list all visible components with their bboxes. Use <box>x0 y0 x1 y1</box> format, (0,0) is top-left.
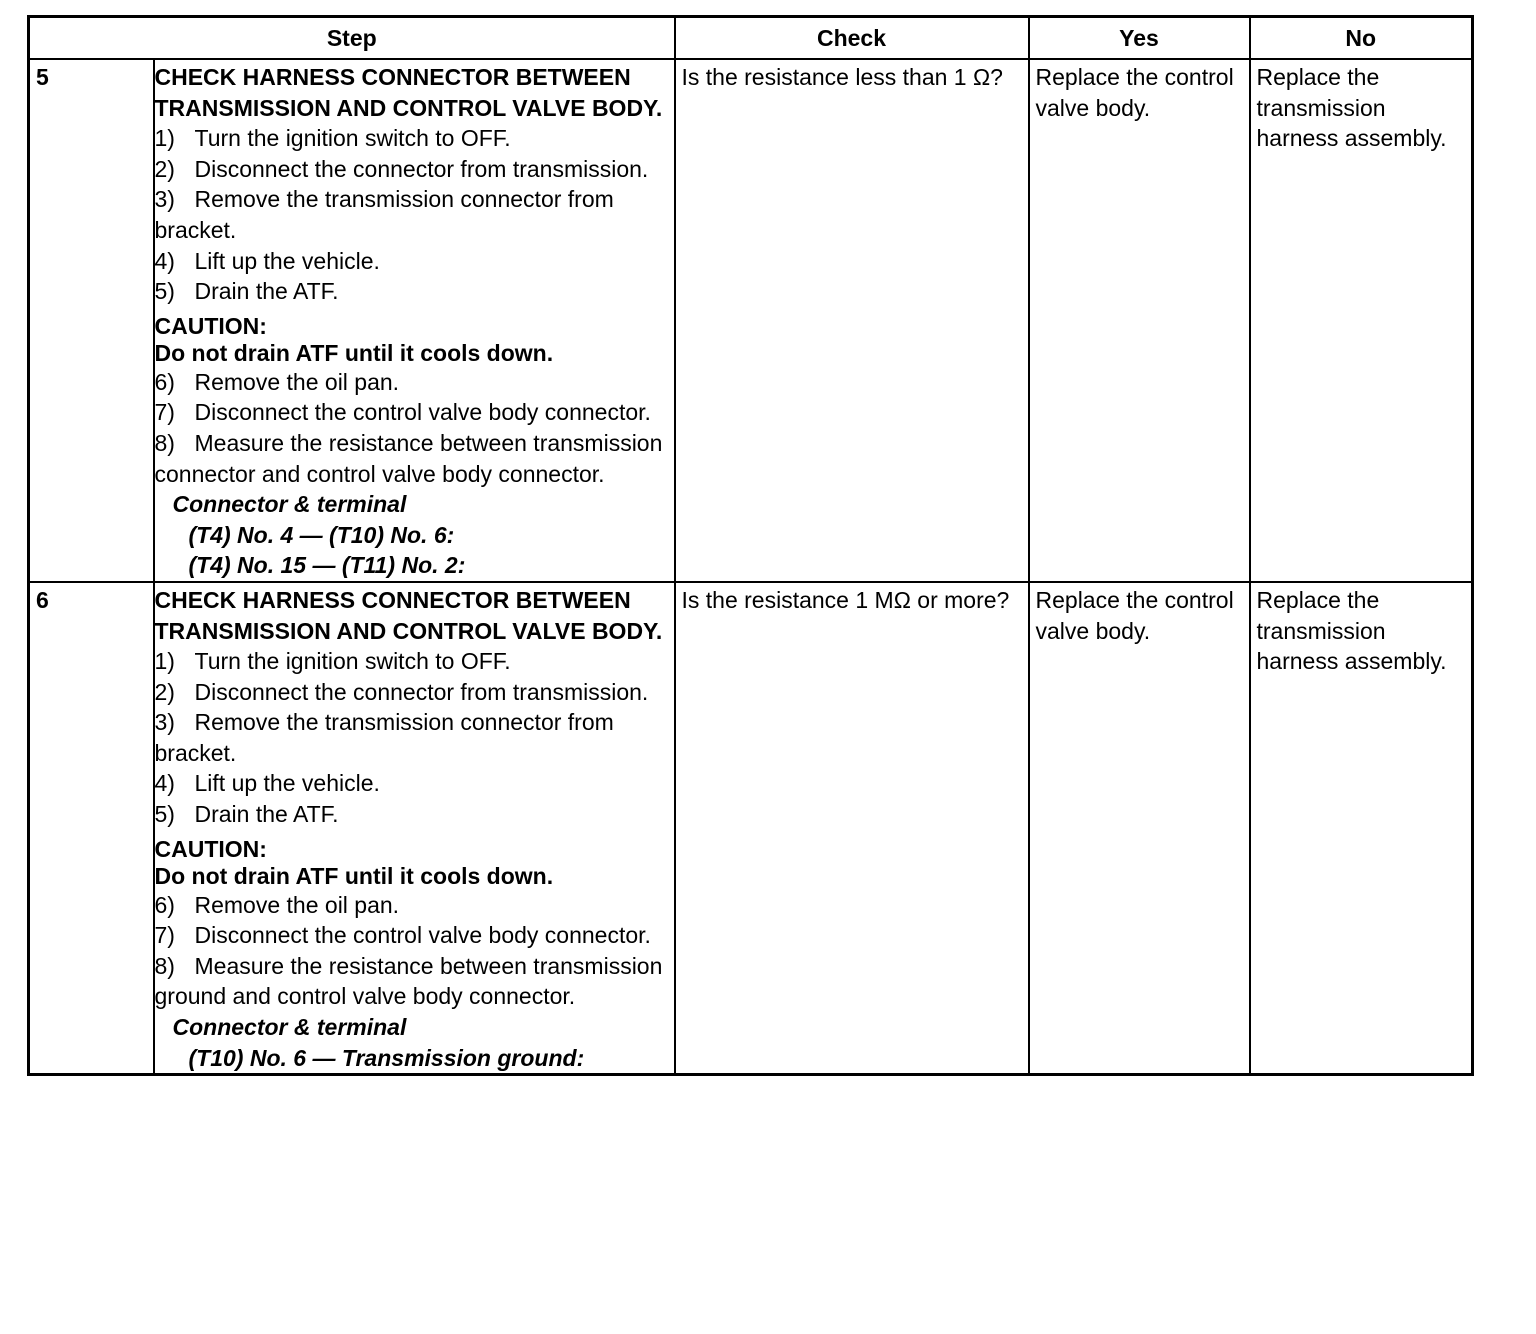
list-item: 2) Disconnect the connector from transmission. <box>154 678 649 705</box>
list-item: 8) Measure the resistance between transmission ground and control valve body connector. <box>154 952 663 1010</box>
list-item: 3) Remove the transmission connector from bracket. <box>154 186 614 243</box>
table-row <box>29 59 1473 582</box>
list-item: 8) Measure the resistance between transmission connector and control valve body connector. <box>154 429 663 487</box>
caution-label: CAUTION: <box>154 312 267 339</box>
step-title: CHECK HARNESS CONNECTOR BETWEEN TRANSMISSION AND CONTROL VALVE BODY. <box>154 586 663 644</box>
connector-heading: Connector & terminal <box>172 1014 407 1041</box>
connector-line: (T4) No. 4 — (T10) No. 6: <box>188 521 455 548</box>
list-item: 3) Remove the transmission connector from bracket. <box>154 709 614 766</box>
header-check: Check <box>675 17 1029 60</box>
step-number: 6 <box>29 582 154 1075</box>
list-item: 5) Drain the ATF. <box>154 278 339 305</box>
list-item: 2) Disconnect the connector from transmission. <box>154 155 649 182</box>
check-cell: Is the resistance 1 MΩ or more? <box>675 582 1029 1075</box>
list-item: 6) Remove the oil pan. <box>154 891 400 918</box>
caution-block <box>155 313 666 367</box>
connector-heading: Connector & terminal <box>172 491 407 518</box>
table-row <box>29 582 1473 1075</box>
diagnostic-table <box>27 15 1474 1076</box>
list-item: 7) Disconnect the control valve body connector. <box>154 399 651 426</box>
header-step: Step <box>29 17 675 60</box>
yes-cell: Replace the control valve body. <box>1029 59 1250 582</box>
list-item: 5) Drain the ATF. <box>154 801 339 828</box>
list-item: 1) Turn the ignition switch to OFF. <box>154 125 511 152</box>
connector-line: (T10) No. 6 — Transmission ground: <box>188 1044 585 1071</box>
no-cell: Replace the transmission harness assembly. <box>1250 582 1473 1075</box>
step-number: 5 <box>29 59 154 582</box>
list-item: 4) Lift up the vehicle. <box>154 770 380 797</box>
list-item: 7) Disconnect the control valve body connector. <box>154 922 651 949</box>
caution-text: Do not drain ATF until it cools down. <box>154 339 554 366</box>
caution-text: Do not drain ATF until it cools down. <box>154 862 554 889</box>
list-item: 6) Remove the oil pan. <box>154 368 400 395</box>
check-cell: Is the resistance less than 1 Ω? <box>675 59 1029 582</box>
step-description <box>154 582 675 1075</box>
list-item: 1) Turn the ignition switch to OFF. <box>154 648 511 675</box>
caution-label: CAUTION: <box>154 835 267 862</box>
connector-line: (T4) No. 15 — (T11) No. 2: <box>188 552 466 579</box>
step-title: CHECK HARNESS CONNECTOR BETWEEN TRANSMISSION AND CONTROL VALVE BODY. <box>154 64 663 121</box>
list-item: 4) Lift up the vehicle. <box>154 247 380 274</box>
yes-cell: Replace the control valve body. <box>1029 582 1250 1075</box>
step-description <box>154 59 675 582</box>
header-yes: Yes <box>1029 17 1250 60</box>
no-cell: Replace the transmission harness assembly. <box>1250 59 1473 582</box>
header-row <box>29 17 1473 60</box>
caution-block <box>155 836 666 890</box>
header-no: No <box>1250 17 1473 60</box>
